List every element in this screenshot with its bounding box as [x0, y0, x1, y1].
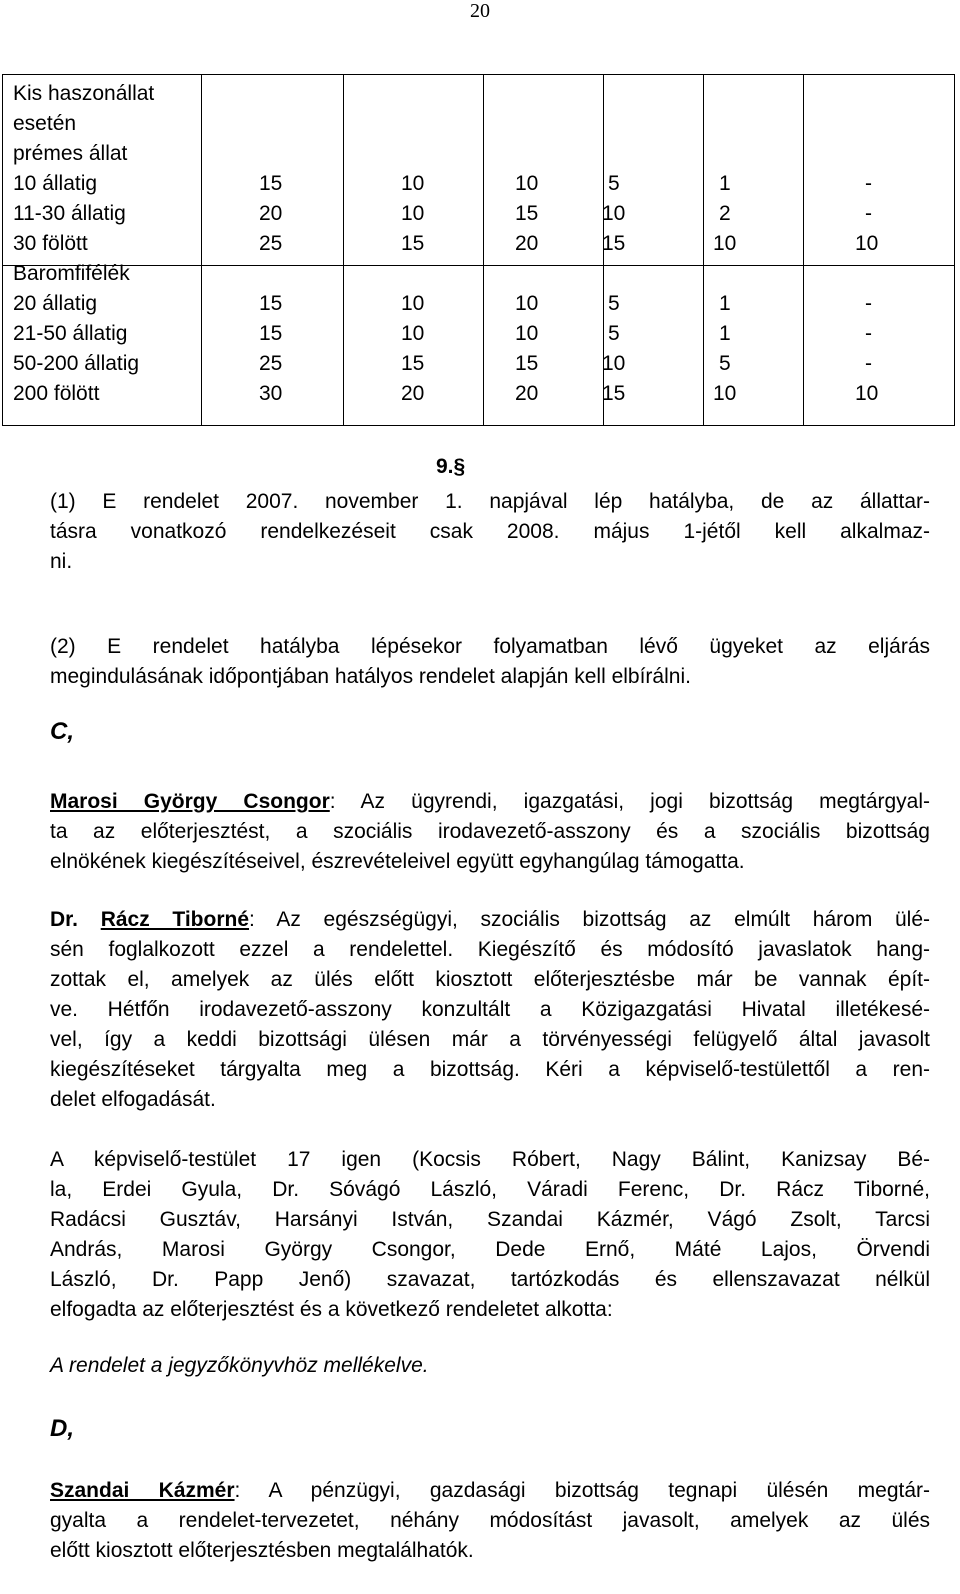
text-fragment: : Az ügyrendi, igazgatási, jogi bizottság megtárgyal-: [329, 790, 931, 813]
table-row: [3, 229, 954, 259]
text-line: László, Dr. Papp Jenő) szavazat, tartózkodás és ellenszavazat nélkül: [50, 1268, 930, 1291]
table-row: [3, 349, 954, 379]
table-cell: 20: [515, 232, 539, 255]
text-line: A képviselő-testület 17 igen (Kocsis Róbert, Nagy Bálint, Kanizsay Bé-: [50, 1148, 930, 1171]
speaker-prefix: Dr.: [50, 908, 79, 931]
text-line: (1) E rendelet 2007. november 1. napjával lép hatályba, de az állattar-: [50, 490, 930, 513]
table-cell: 10: [713, 382, 737, 405]
text-line: megindulásának időpontjában hatályos rendelet alapján kell elbírálni.: [50, 665, 691, 688]
text-line: zottak el, amelyek az ülés előtt kiosztott előterjesztésbe már be vannak épít-: [50, 968, 930, 991]
table-cell: -: [865, 292, 872, 315]
table-label: 200 fölött: [13, 382, 100, 405]
table-label: prémes állat: [13, 142, 128, 165]
text-line: tásra vonatkozó rendelkezéseit csak 2008. május 1-jétől kell alkalmaz-: [50, 520, 930, 543]
text-line: András, Marosi György Csongor, Dede Ernő, Máté Lajos, Örvendi: [50, 1238, 930, 1261]
table-cell: 2: [719, 202, 731, 225]
table-cell: 15: [259, 172, 283, 195]
text-fragment: : Az egészségügyi, szociális bizottság az elmúlt három ülé-: [249, 908, 931, 931]
table-cell: 15: [602, 382, 626, 405]
table-label: 10 állatig: [13, 172, 98, 195]
table-label: Baromfifélék: [13, 262, 130, 285]
paragraph-5: [50, 1145, 930, 1325]
paragraph-6: [50, 1351, 930, 1381]
text-line: (2) E rendelet hatályba lépésekor folyamatban lévő ügyeket az eljárás: [50, 635, 930, 658]
text-line: elnökének kiegészítéseivel, észrevételeivel együtt egyhangúlag támogatta.: [50, 850, 745, 873]
text-line: ve. Hétfőn irodavezető-asszony konzultált a Közigazgatási Hivatal illetékesé-: [50, 998, 930, 1021]
text-line: elfogadta az előterjesztést és a következő rendeletet alkotta:: [50, 1298, 613, 1321]
paragraph-4: [50, 905, 930, 1115]
heading-c: C,: [50, 718, 74, 745]
table-cell: 5: [608, 172, 620, 195]
table-cell: 25: [259, 352, 283, 375]
text-fragment: : A pénzügyi, gazdasági bizottság tegnapi ülésén megtár-: [234, 1479, 930, 1502]
table-cell: 15: [515, 352, 539, 375]
text-line: kiegészítéseket tárgyalta meg a bizottság. Kéri a képviselő-testülettől a ren-: [50, 1058, 930, 1081]
heading-d: D,: [50, 1415, 74, 1442]
table-cell: 10: [855, 382, 879, 405]
table-cell: 10: [515, 292, 539, 315]
table-cell: 10: [602, 352, 626, 375]
table-cell: 15: [401, 232, 425, 255]
table-cell: 10: [401, 322, 425, 345]
table-label: 50-200 állatig: [13, 352, 140, 375]
table-row: [3, 199, 954, 229]
text-line: delet elfogadását.: [50, 1088, 216, 1111]
table-label: Kis haszonállat: [13, 82, 155, 105]
table-cell: 15: [602, 232, 626, 255]
table-cell: 30: [259, 382, 283, 405]
table-cell: 15: [259, 322, 283, 345]
speaker-name: Rácz Tiborné: [100, 908, 250, 931]
table-cell: 20: [515, 382, 539, 405]
table-cell: 10: [401, 292, 425, 315]
table-cell: 1: [719, 172, 731, 195]
text-line: [50, 787, 930, 817]
table-row: [3, 289, 954, 319]
paragraph-1: [50, 487, 930, 577]
table-row: [3, 169, 954, 199]
table-cell: 5: [608, 292, 620, 315]
table-label: 11-30 állatig: [13, 202, 126, 225]
paragraph-3: [50, 787, 930, 877]
table-cell: 10: [713, 232, 737, 255]
text-line: ta az előterjesztést, a szociális irodavezető-asszony és a szociális bizottság: [50, 820, 930, 843]
table-label: esetén: [13, 112, 77, 135]
text-line: [50, 905, 930, 935]
fee-table: [2, 74, 955, 426]
table-cell: -: [865, 202, 872, 225]
table-cell: 1: [719, 292, 731, 315]
table-cell: 15: [515, 202, 539, 225]
table-cell: 5: [719, 352, 731, 375]
table-label: 30 fölött: [13, 232, 88, 255]
table-cell: 10: [602, 202, 626, 225]
table-cell: -: [865, 322, 872, 345]
text-line: ni.: [50, 550, 73, 573]
table-cell: 10: [401, 172, 425, 195]
table-cell: 10: [515, 322, 539, 345]
table-cell: 15: [401, 352, 425, 375]
table-cell: 10: [515, 172, 539, 195]
table-cell: 20: [401, 382, 425, 405]
text-line: gyalta a rendelet-tervezetet, néhány módosítást javasolt, amelyek az ülés: [50, 1509, 930, 1532]
table-cell: 20: [259, 202, 283, 225]
text-line: la, Erdei Gyula, Dr. Sóvágó László, Váradi Ferenc, Dr. Rácz Tiborné,: [50, 1178, 930, 1201]
paragraph-2: [50, 632, 930, 692]
text-line: vel, így a keddi bizottsági ülésen már a törvényességi felügyelő által javasolt: [50, 1028, 930, 1051]
text-line: Radácsi Gusztáv, Harsányi István, Szandai Kázmér, Vágó Zsolt, Tarcsi: [50, 1208, 930, 1231]
table-cell: -: [865, 172, 872, 195]
table-cell: 1: [719, 322, 731, 345]
table-cell: -: [865, 352, 872, 375]
text-line: előtt kiosztott előterjesztésben megtalálhatók.: [50, 1539, 474, 1562]
table-cell: 10: [401, 202, 425, 225]
table-cell: 10: [855, 232, 879, 255]
text-line: sén foglalkozott ezzel a rendelettel. Kiegészítő és módosító javaslatok hang-: [50, 938, 930, 961]
text-line: [50, 1476, 930, 1506]
table-row: [3, 319, 954, 349]
paragraph-7: [50, 1476, 930, 1566]
speaker-name: Szandai Kázmér: [50, 1479, 235, 1502]
table-cell: 5: [608, 322, 620, 345]
table-cell: 15: [259, 292, 283, 315]
table-row: [3, 379, 954, 409]
table-label: 20 állatig: [13, 292, 98, 315]
section-title: 9.§: [436, 455, 466, 478]
page-number: 20: [470, 0, 490, 22]
table-label: 21-50 állatig: [13, 322, 128, 345]
speaker-name: Marosi György Csongor: [50, 790, 330, 813]
table-cell: 25: [259, 232, 283, 255]
text-line: A rendelet a jegyzőkönyvhöz mellékelve.: [50, 1354, 429, 1377]
